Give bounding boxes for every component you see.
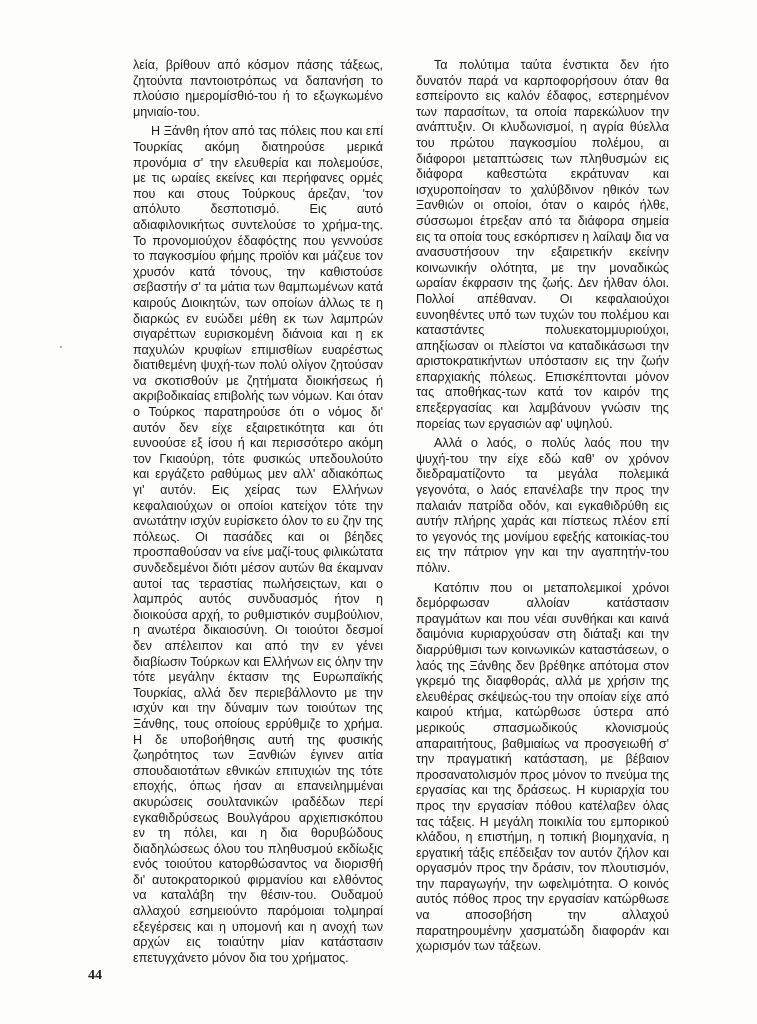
paragraph: Τα πολύτιμα ταύτα ένστικτα δεν ήτο δυνατόν παρά να καρποφορήσουν όταν θα εσπείροντο εις καλόν έδαφος, εστερημένον των παρασίτων, τα οποία παρεκώλυον την ανάπτυξιν. Οι κλυδωνισμοί, η αγρία θύελλα του πρώτου παγκοσμίου πολέμου, αι διάφοροι μεταπτώσεις των πληθυσμών εις διάφορα καθεστώτα εκράτυναν και ισχυροποίησαν το χαλύβδινον ηθικόν των Ξανθιών οι οποίοι, όταν ο καιρός ήλθε, σύσσωμοι έτρεξαν από τα διάφορα σημεία εις τα οποία τους εσκόρπισεν η λαίλαψ δια να ανασυστήσουν την εξαιρετικήν εκείνην κοινωνικήν ολότητα, με την μοναδικώς ωραίαν έκφρασιν της ζωής. Δεν ήλθαν όλοι. Πολλοί απέθαναν. Οι κεφαλαιούχοι ευνοηθέντες υπό των τυχών του πολέμου και καταστάντες πολυεκατομμυριούχοι, απηξίωσαν οι πλείστοι να καταδικάσωσι την αριστοκρατικήντων υπόστασιν εις την ζωήν επαρχιακής πόλεως. Επισκέπτονται μόνον τας αποθήκας-των κατά τον καιρόν της επεξεργασίας και λαμβάνουν γνώσιν της πορείας των εργασιών αφ' υψηλού. bbox=[416, 58, 669, 431]
paragraph: λεία, βρίθουν από κόσμον πάσης τάξεως, ζητούντα παντοιοτρόπως να δαπανήση το πλούσιο ημερομίσθιό-του ή το εξωγκωμένο μηνιαίο-του. bbox=[133, 58, 383, 119]
paragraph: Κατόπιν που οι μεταπολεμικοί χρόνοι δεμόρφωσαν αλλοίαν κατάστασιν πραγμάτων και που νέαι συνθήκαι και καινά δαιμόνια κυριαρχούσαν στη διάταξι και την διαρρύθμισι των κοινωνικών καταστάσεων, ο λαός της Ξάνθης δεν βρέθηκε απότομα στον γκρεμό της διαφθοράς, αλλά με χρήσιν της ελευθέρας σκέψεώς-του την οποίαν είχε από καιρού κτήμα, κατώρθωσε ύστερα από μερικούς σπασμωδικούς κλονισμούς απαραιτήτους, βαθμιαίως να προσγειωθή σ' την πραγματική κατάσταση, με βέβαιον προσανατολισμόν προς μόνον το πνεύμα της εργασίας και της δράσεως. Η κυριαρχία του προς την εργασίαν πόθου κατέλαβεν όλας τας τάξεις. Η μεγάλη ποικιλία του εμπορικού κλάδου, η επιστήμη, η τοπική βιομηχανία, η εργατική τάξις επέδειξαν τον αυτόν ζήλον και οργασμόν προς την δράσιν, τον πλουτισμόν, την παραγωγήν, την ωφελιμότητα. Ο κοινός αυτός πόθος προς την εργασίαν κατώρθωσε να αποσοβήση την αλλαχού παρατηρουμένην χασματώδη διαφοράν και χωρισμόν των τάξεων. bbox=[416, 580, 669, 954]
paragraph: Αλλά ο λαός, ο πολύς λαός που την ψυχή-του την είχε εδώ καθ' ον χρόνον διεδραματίζοντο τα μεγάλα πολεμικά γεγονότα, ο λαός επανέλαβε την προς την παλαιάν πατρίδα οδόν, και εγκαθιδρύθη εις αυτήν πλήρης χαράς και πίστεως πλέον επί το γεγονός της μονίμου εφεξής κατοικίας-του εις την πάτριον γην και την αγαπητήν-του πόλιν. bbox=[416, 436, 669, 575]
right-text-column bbox=[416, 58, 669, 959]
left-text-column bbox=[133, 58, 383, 970]
page-number: 44 bbox=[88, 968, 102, 983]
scan-speck bbox=[60, 346, 62, 348]
paragraph: Η Ξάνθη ήτον από τας πόλεις που και επί Τουρκίας ακόμη διατηρούσε μερικά προνόμια σ' την ελευθερία και πολεμούσε, με τις ωραίες εκείνες και περήφανες ορμές που και στους Τούρκους άρεζαν, 'τον απόλυτο δεσποτισμό. Εις αυτό αδιαφιλονικήτως συντελούσε το χρήμα-της. Το προνομιούχον έδαφόςτης που γεννούσε το παγκοσμίου φήμης προϊόν και μάζευε τον χρυσόν κατά τόνους, την καθιστούσε σεβαστήν σ' τα μάτια των θαμπωμένων κατά καιρούς Διοικητών, των οποίων άλλως τε η διαρκώς εν ευώδει μέθη εκ των λαμπρών σιγαρέττων ευρισκομένη διάνοια και η εκ παχυλών κρυφίων επιμισθίων ευαρέστως διατιθεμένη ψυχή-των πολύ ολίγον ζητούσαν να σκοτισθούν με ζητήματα διοικήσεως ή ακριβοδικαίας επιβολής των νόμων. Και όταν ο Τούρκος παρατηρούσε ότι ο νόμος δι' αυτόν δεν είχε εξαιρετικότητα και ότι ευνοούσε εξ ίσου ή και περισσότερο ακόμη τον Γκιαούρη, τότε φυσικώς υπεδουλούτο και εργάζετο ραθύμως μεν αλλ' αδιακόπως γι' αυτόν. Εις χείρας των Ελλήνων κεφαλαιούχων οι οποίοι κατείχον τότε την ανωτάτην ισχύν ευρίσκετο όλον το ευ ζην της πόλεως. Οι πασάδες και οι βέηδες προσπαθούσαν να είνε μαζί-τους φιλικώτατα συνδεδεμένοι διότι μέσον αυτών θα έκαμναν αυτοί τας τεραστίας πωλήσειςτων, και ο λαμπρός αυτός συνδυασμός ήτον η διοικούσα αρχή, το ρυθμιστικόν συμβούλιον, η ανωτέρα δικαιοσύνη. Οι τοιούτοι δεσμοί δεν απέλειπον και από την εν γένει διαβίωσιν Τούρκων και Ελλήνων εις όλην την τότε μεγάλην έκτασιν της Ευρωπαϊκής Τουρκίας, αλλά δεν περιεβάλλοντο με την ισχύν και την δύναμιν των τοιούτων της Ξάνθης, τους οποίους ερρύθμιζε το χρήμα. Η δε υποβοήθησις αυτή της φυσικής ζωηρότητος των Ξανθιών έγινεν αιτία σπουδαιοτάτων εθνικών επιτυχιών της τότε εποχής, όπως ήσαν αι επανειλημμέναι ακυρώσεις σουλτανικών ιραδέδων περί εγκαθιδρύσεως Βουλγάρου αρχιεπισκόπου εν τη πόλει, και η δια θορυβώδους διαδηλώσεως όλου του πληθυσμού εκδίωξις ενός τοιούτου κατορθώσαντος να διορισθή δι' αυτοκρατορικού φιρμανίου και ελθόντος να καταλάβη την θέσιν-του. Ουδαμού αλλαχού εσημειούντο παρόμοιαι τολμηραί εξεγέρσεις και η υπομονή και η ανοχή των αρχών εις τοιαύτην μίαν κατάστασιν επετυγχάνετο μόνον δια του χρήματος. bbox=[133, 124, 383, 965]
